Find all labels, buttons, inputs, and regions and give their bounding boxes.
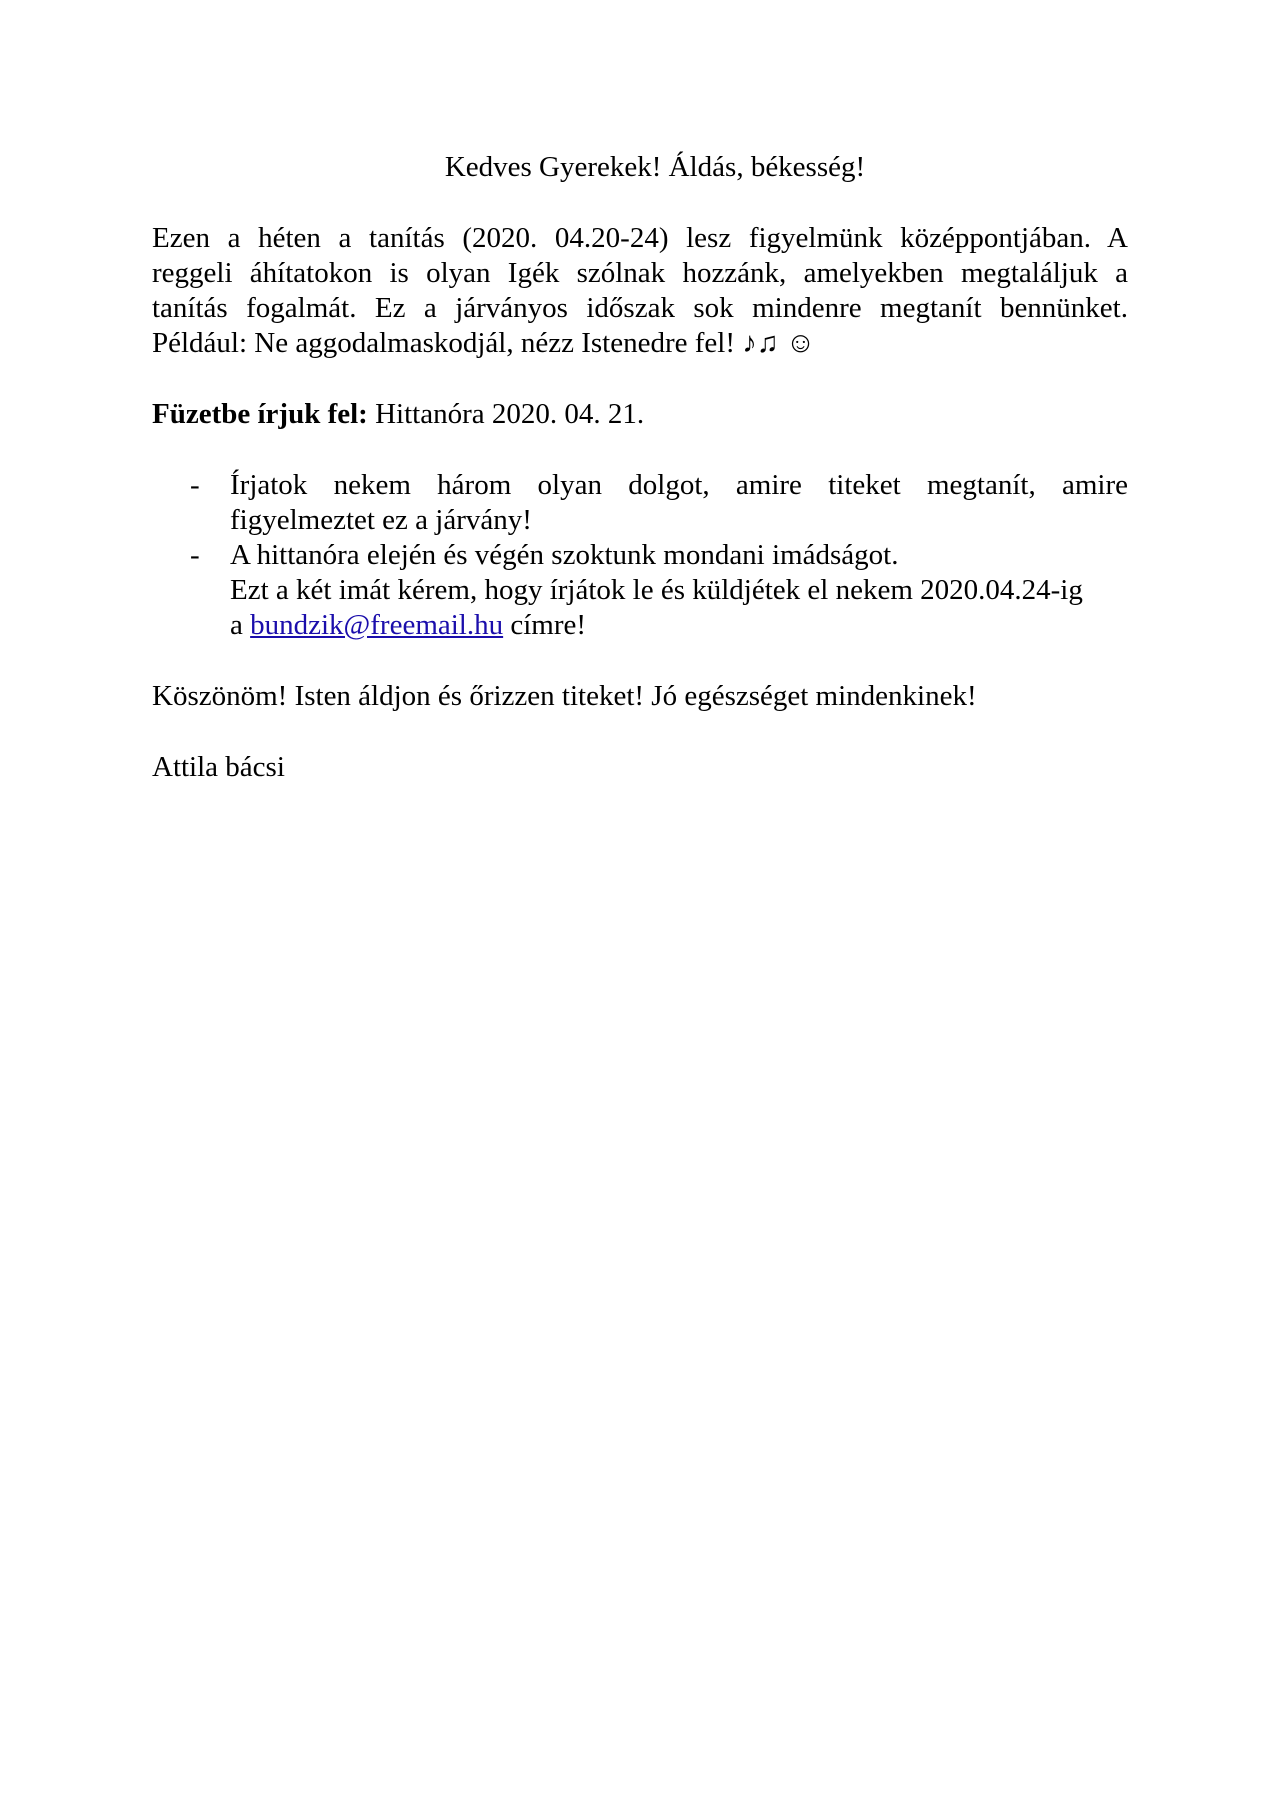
task-2-line-3 (230, 608, 1128, 643)
intro-line-3: tanítás fogalmát. Ez a járványos időszak sok mindenre megtanít bennünket. (152, 292, 1128, 324)
list-dash: - (190, 539, 200, 571)
document-page (152, 150, 1128, 785)
intro-paragraph (152, 221, 1128, 361)
notebook-heading (152, 397, 1128, 432)
intro-example-line: Például: Ne aggodalmaskodjál, nézz Istenedre fel! ♪♫ ☺ (152, 327, 816, 359)
notebook-label: Füzetbe írjuk fel: (152, 398, 368, 430)
task-2-line-2: Ezt a két imát kérem, hogy írjátok le és küldjétek el nekem 2020.04.24-ig (230, 574, 1083, 606)
signature: Attila bácsi (152, 751, 285, 783)
email-link[interactable]: bundzik@freemail.hu (250, 609, 504, 641)
intro-line-1: Ezen a héten a tanítás (2020. 04.20-24) lesz figyelmünk középpontjában. A (152, 222, 1128, 254)
thanks-line: Köszönöm! Isten áldjon és őrizzen titeket! Jó egészséget mindenkinek! (152, 680, 977, 712)
task-1-text (230, 468, 1128, 536)
task-item-2 (152, 538, 1128, 643)
task-2-line-3-suffix: címre! (503, 609, 587, 641)
task-1-line-2: figyelmeztet ez a járvány! (230, 504, 532, 536)
task-item-1 (152, 468, 1128, 538)
task-list (152, 468, 1128, 643)
notebook-text: Hittanóra 2020. 04. 21. (367, 398, 645, 430)
greeting: Kedves Gyerekek! Áldás, békesség! (444, 151, 866, 183)
task-2-line-3-prefix: a (230, 609, 251, 641)
task-2-line-1: A hittanóra elején és végén szoktunk mondani imádságot. (230, 539, 899, 571)
list-dash: - (190, 469, 200, 501)
intro-line-2: reggeli áhítatokon is olyan Igék szólnak hozzánk, amelyekben megtaláljuk a (152, 257, 1128, 289)
task-1-line-1: Írjatok nekem három olyan dolgot, amire titeket megtanít, amire (230, 469, 1128, 501)
